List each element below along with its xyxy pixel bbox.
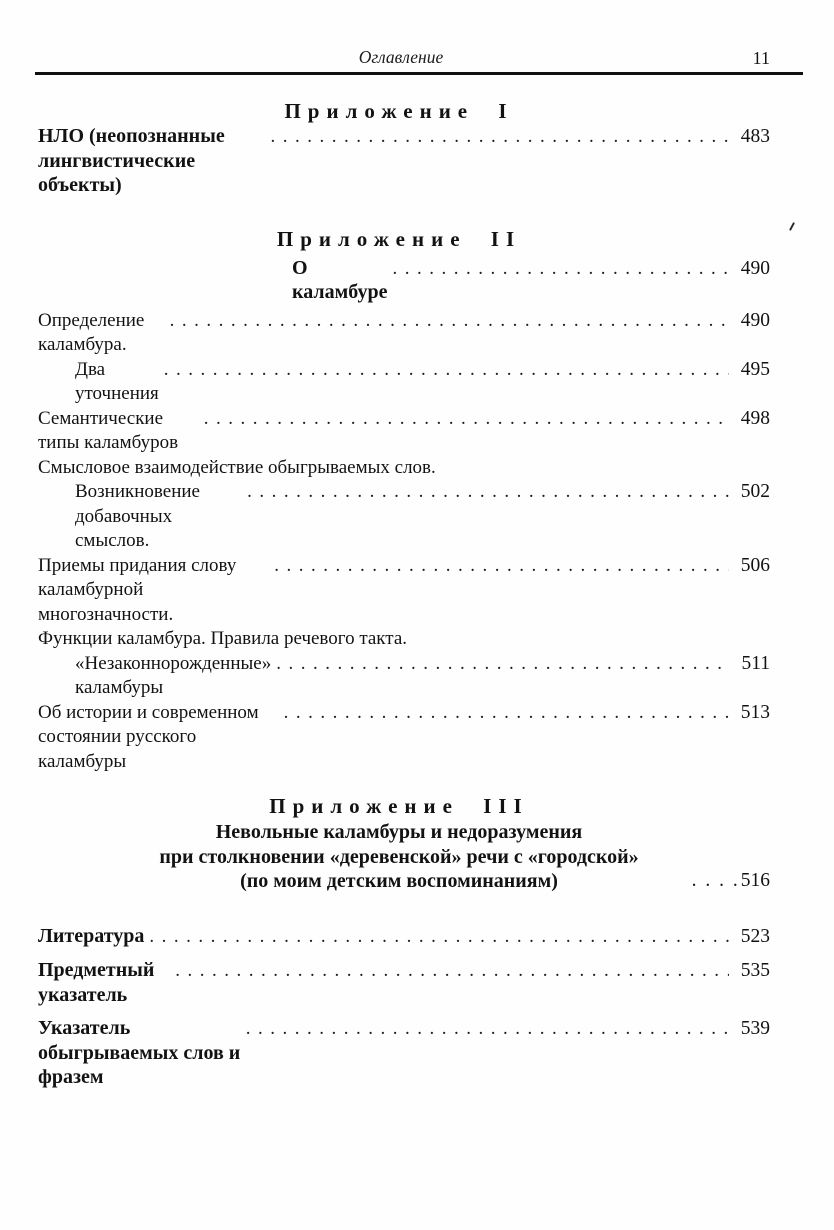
appendix-3-title-line-1: Невольные каламбуры и недоразумения (215, 821, 583, 843)
entry-page-number: 490 (740, 257, 770, 279)
toc-entry-continuation (38, 627, 800, 652)
entry-page-number: 490 (740, 309, 770, 331)
appendix-3-title-line-3 (38, 869, 770, 894)
toc-entry (38, 358, 800, 407)
toc-entry-appendix-1 (38, 124, 800, 198)
toc-entry (38, 480, 800, 554)
dot-leader (246, 1017, 729, 1042)
entry-title: Предметный указатель (38, 959, 155, 1006)
entry-page-number: 498 (740, 407, 770, 429)
appendix-3-heading: Приложение III (269, 794, 529, 818)
dot-leader (175, 959, 729, 984)
dot-leader (284, 701, 729, 726)
toc-entry-back-matter (38, 924, 800, 950)
entry-title: НЛО (неопознанные лингвистические объекты) (38, 125, 225, 196)
running-title: Оглавление (358, 47, 444, 67)
toc-entry-back-matter (38, 958, 800, 1007)
entry-title: Смысловое взаимодействие обыгрываемых слов. (38, 456, 436, 478)
entry-page-number: 502 (740, 481, 770, 502)
entry-title: (по моим детским воспоминаниям) (240, 870, 558, 892)
entry-page-number: 495 (740, 358, 770, 380)
entry-title: Семантические типы каламбуров (38, 407, 179, 453)
toc-entry (38, 701, 800, 775)
entry-page-number: 513 (740, 701, 770, 723)
dot-leader (149, 925, 729, 950)
appendix-3-title-block (38, 820, 800, 894)
entry-title: «Незаконнорожденные» каламбуры (75, 652, 272, 698)
toc-entry (38, 407, 800, 456)
entry-title: Два уточнения (75, 358, 159, 404)
dot-leader (204, 407, 729, 432)
entry-page-number: 523 (740, 925, 770, 947)
page-header (38, 46, 800, 70)
entry-title: Возникновение добавочных смыслов. (75, 481, 200, 551)
toc-entry-back-matter (38, 1016, 800, 1090)
entry-title: О каламбуре (292, 256, 388, 303)
entry-title: Приемы придания слову каламбурной многозначности. (38, 554, 237, 625)
dot-leader (247, 480, 729, 505)
entry-title: Литература (38, 924, 145, 947)
appendix-2-heading: Приложение II (276, 226, 522, 251)
dot-leader (164, 358, 729, 383)
appendix-3-page-block (692, 869, 770, 894)
entry-title: Функции каламбура. Правила речевого такта. (38, 628, 408, 649)
dot-leader (274, 554, 729, 579)
entry-page-number: 535 (740, 960, 770, 981)
page-number: 11 (752, 48, 770, 68)
entry-title: Об истории и современном состоянии русского каламбуры (38, 701, 259, 772)
toc-entry (38, 309, 800, 358)
dot-leader (692, 870, 741, 891)
entry-title: Определение каламбура. (38, 309, 145, 355)
appendix-3-title-line-2: при столкновении «деревенской» речи с «городской» (159, 845, 639, 868)
dot-leader (270, 125, 729, 150)
entry-page-number: 506 (740, 554, 770, 576)
dot-leader (276, 652, 729, 677)
entry-page-number: 539 (740, 1018, 770, 1039)
entry-page-number: 483 (740, 126, 770, 147)
appendix-1-heading: Приложение I (284, 99, 514, 123)
toc-entry (38, 554, 800, 628)
toc-entry-appendix-2-title (38, 256, 800, 305)
toc-entry-continuation (38, 456, 800, 481)
header-rule (35, 72, 803, 75)
toc-entry (38, 652, 800, 701)
entry-page-number: 511 (741, 652, 770, 674)
dot-leader (170, 309, 729, 334)
entry-page-number: 516 (740, 870, 770, 891)
dot-leader (392, 257, 729, 282)
entry-title: Указатель обыгрываемых слов и фразем (38, 1017, 241, 1088)
